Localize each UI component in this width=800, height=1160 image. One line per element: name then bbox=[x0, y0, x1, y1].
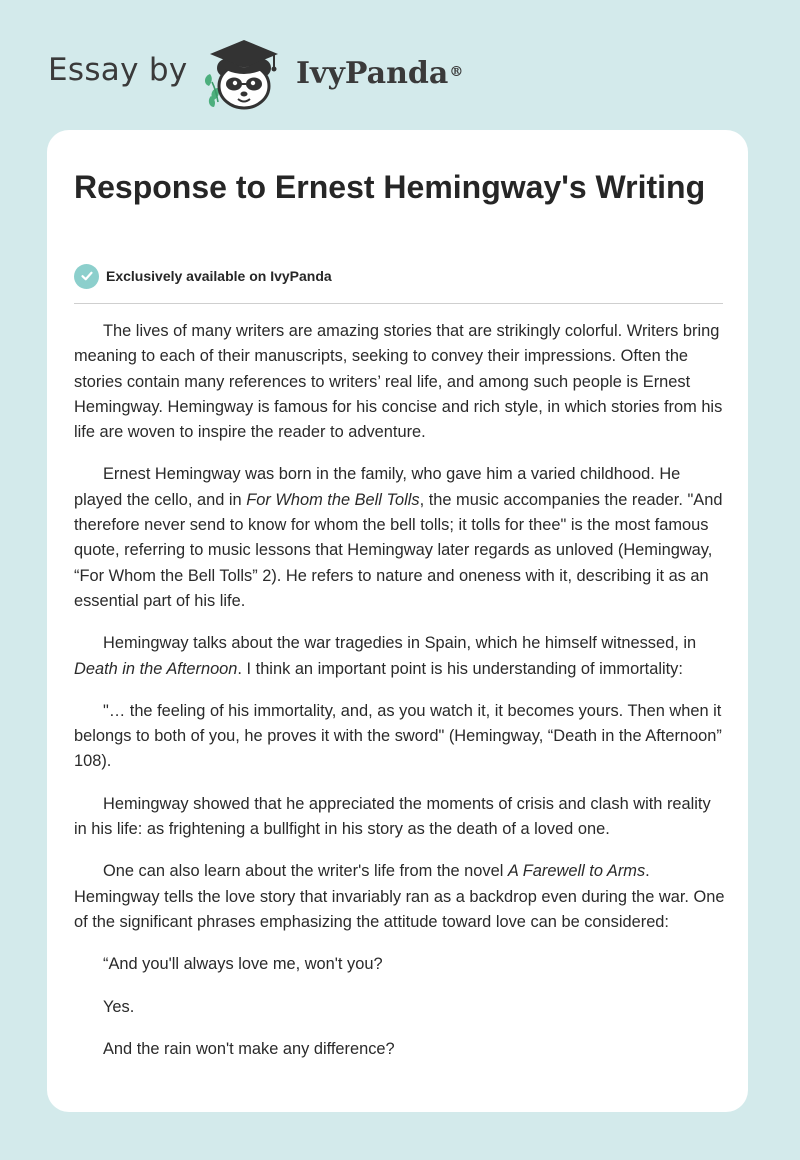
paragraph-text: Yes. bbox=[103, 997, 135, 1016]
essay-body bbox=[74, 319, 726, 1079]
site-header bbox=[0, 0, 800, 120]
paragraph-text: Hemingway showed that he appreciated the moments of crisis and clash with reality in his life: as frightening a bullfight in his story as the death of a loved one. bbox=[74, 794, 711, 839]
book-title: For Whom the Bell Tolls bbox=[246, 490, 420, 509]
paragraph-text: Hemingway talks about the war tragedies in Spain, which he himself witnessed, in bbox=[103, 634, 697, 653]
exclusive-badge bbox=[74, 263, 332, 289]
panda-graduate-icon[interactable] bbox=[198, 30, 290, 114]
paragraph-text: . Hemingway tells the love story that invariably ran as a backdrop even during the war. One of the significant phrases emphasizing the attitude toward love can be considered: bbox=[74, 862, 725, 931]
registered-mark: ® bbox=[449, 64, 464, 80]
exclusive-label: Exclusively available on IvyPanda bbox=[106, 268, 332, 284]
brand-name: IvyPanda bbox=[296, 56, 449, 91]
essay-paragraph bbox=[74, 792, 726, 843]
paragraph-text: "… the feeling of his immortality, and, as you watch it, it becomes yours. Then when it belongs to both of you, he proves it with the sword" (Hemingway, “Death in the Afternoon” 108). bbox=[74, 701, 722, 771]
book-title: Death in the Afternoon bbox=[74, 659, 238, 678]
paragraph-text: Ernest Hemingway was born in the family, who gave him a varied childhood. He played the cello, and in bbox=[74, 465, 681, 509]
paragraph-text: And the rain won't make any difference? bbox=[103, 1039, 395, 1058]
essay-paragraph bbox=[74, 952, 726, 977]
essay-paragraph bbox=[74, 462, 726, 614]
essay-paragraph bbox=[74, 995, 726, 1020]
brand-logo[interactable] bbox=[296, 54, 463, 94]
paragraph-text: . I think an important point is his understanding of immortality: bbox=[237, 659, 683, 678]
essay-card bbox=[47, 130, 748, 1112]
paragraph-text: The lives of many writers are amazing stories that are strikingly colorful. Writers bring meaning to each of their manuscripts, seeking to convey their impressions. Often the stories contain many references to writers’ real life, and among such people is Ernest Hemingway. Hemingway is famous for his concise and rich style, in which stories from his life are woven to inspire the reader to adventure. bbox=[74, 322, 723, 442]
essay-paragraph bbox=[74, 319, 726, 445]
book-title: A Farewell to Arms bbox=[507, 862, 646, 881]
paragraph-text: One can also learn about the writer's life from the novel bbox=[103, 862, 508, 881]
paragraph-text: “And you'll always love me, won't you? bbox=[103, 955, 383, 974]
essay-title: Response to Ernest Hemingway's Writing bbox=[74, 169, 706, 205]
essay-paragraph bbox=[74, 859, 726, 935]
paragraph-text: , the music accompanies the reader. "And therefore never send to know for whom the bell tolls; it tolls for thee" is the most famous quote, referring to music lessons that Hemingway later regards as unloved (Hemingway, “For Whom the Bell Tolls” 2). He refers to nature and oneness with it, describing it as an essential part of his life. bbox=[74, 490, 723, 610]
divider bbox=[74, 303, 723, 304]
essay-paragraph bbox=[74, 1037, 726, 1062]
check-icon bbox=[74, 264, 99, 289]
essay-paragraph bbox=[74, 631, 726, 682]
essay-paragraph bbox=[74, 699, 726, 775]
essay-by-label: Essay by bbox=[48, 52, 188, 88]
